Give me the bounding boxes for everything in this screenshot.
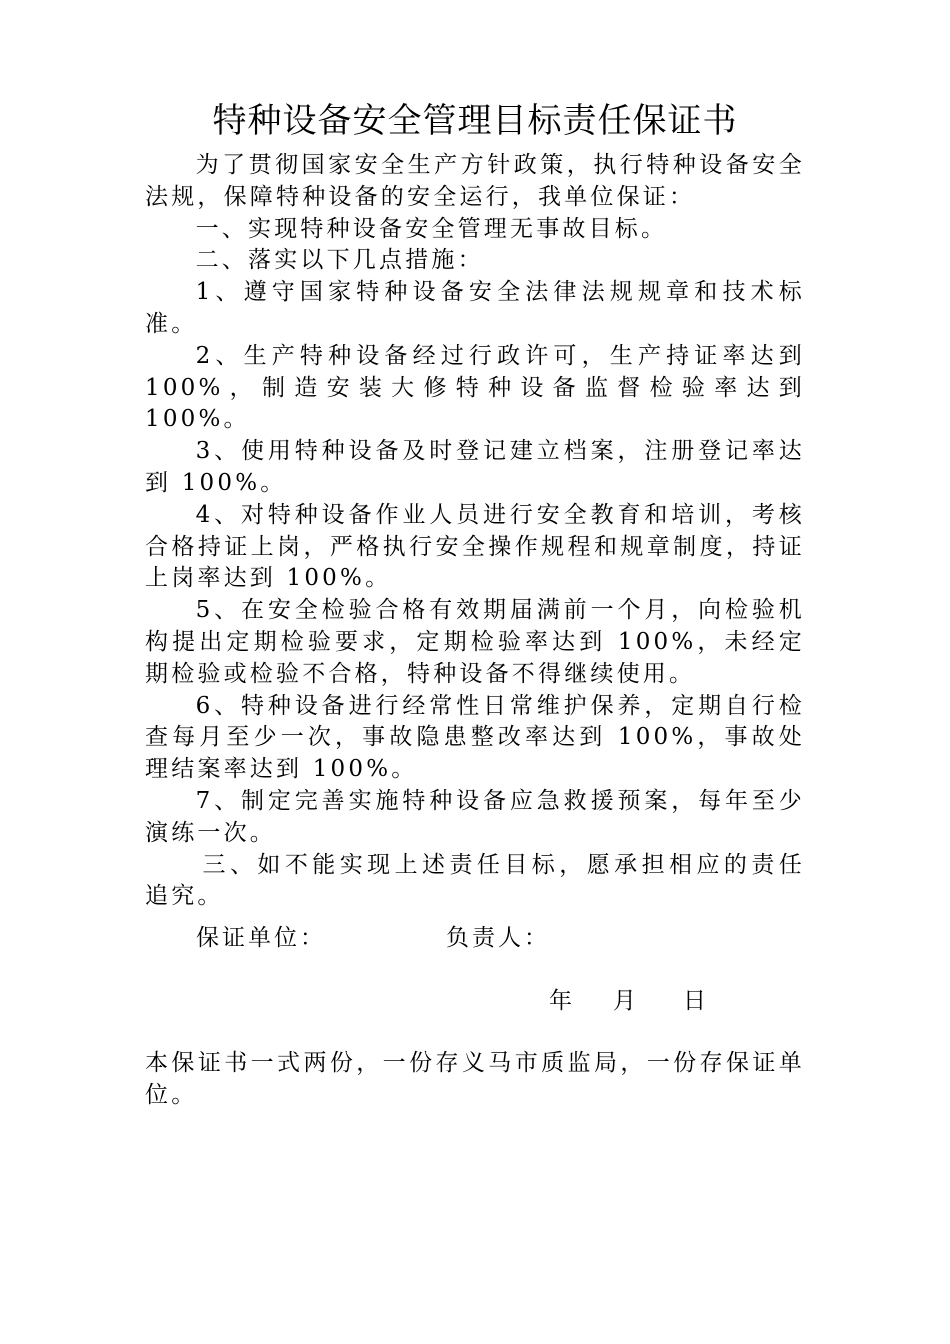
measure-2-paragraph: 2、生产特种设备经过行政许可，生产持证率达到100%，制造安装大修特种设备监督检验率达到 100%。 <box>145 342 805 433</box>
section-three-paragraph: 三、如不能实现上述责任目标，愿承担相应的责任追究。 <box>145 851 805 910</box>
measure-3-paragraph: 3、使用特种设备及时登记建立档案，注册登记率达到 100%。 <box>145 438 805 496</box>
measure-6-paragraph: 6、特种设备进行经常性日常维护保养，定期自行检查每月至少一次，事故隐患整改率达到 100%，事故处理结案率达到 100%。 <box>145 692 805 783</box>
date-line <box>549 985 706 1017</box>
section-one-paragraph: 一、实现特种设备安全管理无事故目标。 <box>195 215 668 242</box>
measure-4-paragraph: 4、对特种设备作业人员进行安全教育和培训，考核合格持证上岗，严格执行安全操作规程和规章制度，持证上岗率达到 100%。 <box>145 501 805 592</box>
date-year-label: 年 <box>549 988 572 1014</box>
document-title: 特种设备安全管理目标责任保证书 <box>212 101 738 141</box>
guarantee-unit-label: 保证单位： <box>196 925 326 951</box>
document-body <box>145 150 805 913</box>
intro-paragraph: 为了贯彻国家安全生产方针政策，执行特种设备安全法规，保障特种设备的安全运行，我单位保证： <box>145 152 805 210</box>
date-day-label: 日 <box>683 988 706 1014</box>
measure-5-paragraph: 5、在安全检验合格有效期届满前一个月，向检验机构提出定期检验要求，定期检验率达到 100%，未经定期检验或检验不合格，特种设备不得继续使用。 <box>145 597 805 687</box>
section-two-paragraph: 二、落实以下几点措施： <box>195 247 484 274</box>
measure-1-paragraph: 1、遵守国家特种设备安全法律法规规章和技术标准。 <box>145 279 805 337</box>
footer-note: 本保证书一式两份，一份存义马市质监局，一份存保证单位。 <box>145 1050 805 1108</box>
responsible-person-label: 负责人： <box>446 925 550 951</box>
date-month-label: 月 <box>613 988 636 1014</box>
measure-7-paragraph: 7、制定完善实施特种设备应急救援预案，每年至少演练一次。 <box>145 787 805 846</box>
